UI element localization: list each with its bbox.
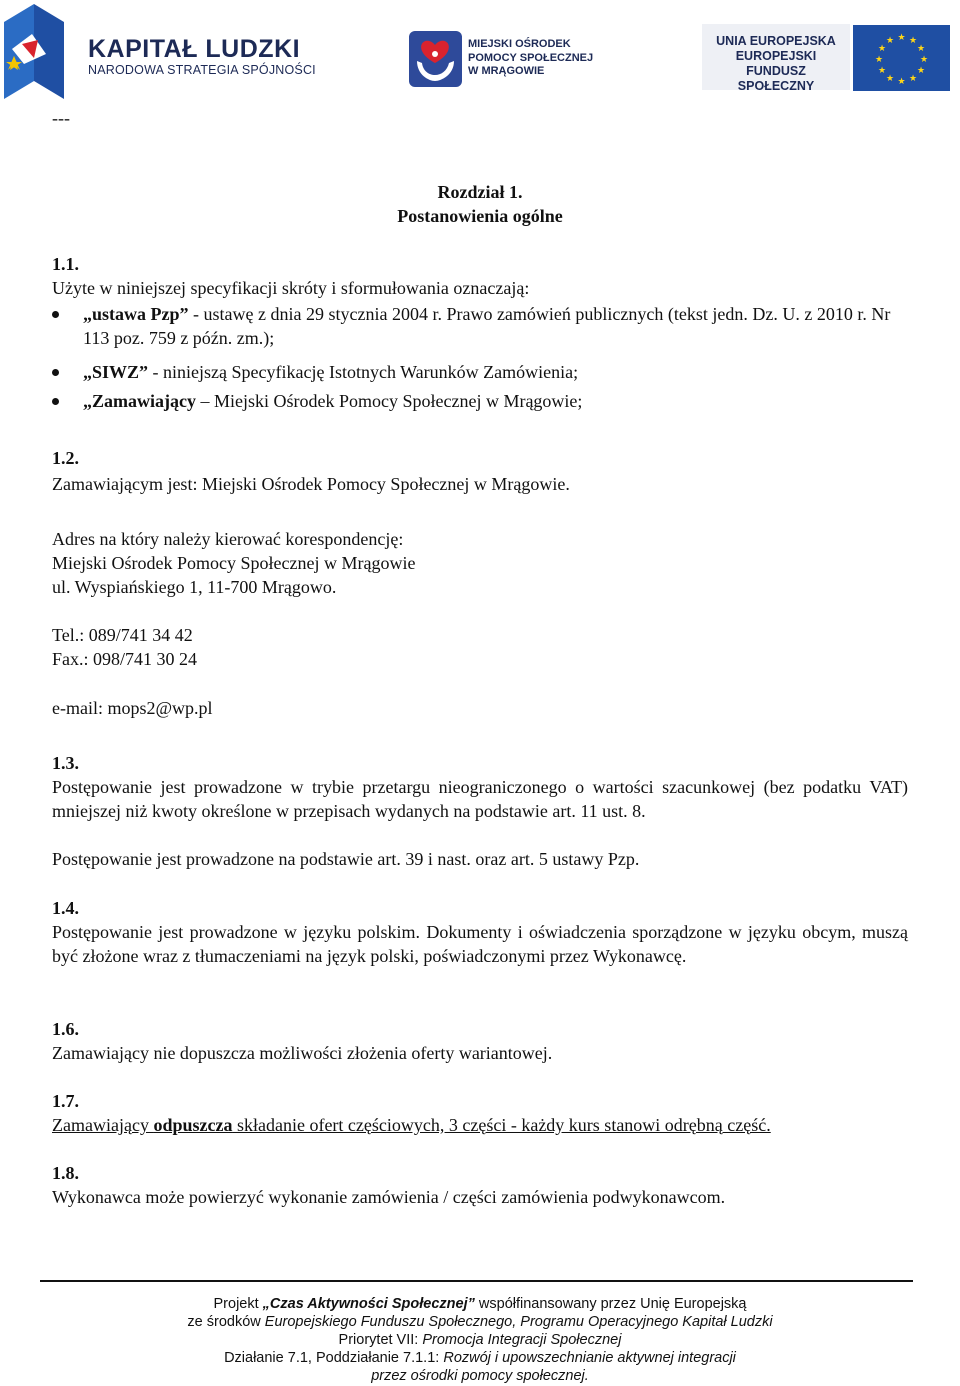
- section-1-2-number: 1.2.: [52, 448, 79, 468]
- section-1-7-emphasis: odpuszcza: [153, 1115, 233, 1135]
- definition-body: - ustawę z dnia 29 stycznia 2004 r. Prawo zamówień publicznych (tekst jedn. Dz. U. z 2010 r. Nr 113 poz. 759 z późn. zm.);: [83, 304, 891, 348]
- kl-subtitle: NARODOWA STRATEGIA SPÓJNOŚCI: [88, 63, 316, 77]
- definition-text: [83, 302, 908, 350]
- svg-text:★: ★: [919, 55, 929, 65]
- svg-text:★: ★: [877, 44, 887, 54]
- footer-line-1: [0, 1295, 960, 1313]
- chapter-number: Rozdział 1.: [437, 182, 523, 202]
- svg-text:★: ★: [885, 74, 895, 84]
- page-footer: [0, 1295, 960, 1385]
- svg-text:★: ★: [885, 36, 895, 46]
- mops-line-3: W MRĄGOWIE: [468, 65, 545, 77]
- definition-term: „ustawa Pzp”: [83, 304, 189, 324]
- footer-l1-pre: Projekt: [213, 1296, 263, 1312]
- footer-l3-italic: Promocja Integracji Społecznej: [422, 1332, 622, 1348]
- eu-flag-icon: [853, 25, 950, 91]
- address-name: Miejski Ośrodek Pomocy Społecznej w Mrągowie: [52, 553, 416, 573]
- section-1-6-number: 1.6.: [52, 1019, 79, 1039]
- footer-line-5: [0, 1367, 960, 1385]
- footer-l1-post: współfinansowany przez Unię Europejską: [474, 1296, 747, 1312]
- section-1-6-text: Zamawiający nie dopuszcza możliwości złożenia oferty wariantowej.: [52, 1043, 553, 1063]
- section-1-3-number: 1.3.: [52, 753, 79, 773]
- section-1-1-intro: Użyte w niniejszej specyfikacji skróty i sformułowania oznaczają:: [52, 278, 530, 298]
- svg-text:★: ★: [897, 33, 906, 43]
- section-1-7-pre: Zamawiający: [52, 1115, 154, 1135]
- mops-logo-icon: [409, 31, 462, 87]
- footer-line-3: [0, 1331, 960, 1349]
- section-1-8-number: 1.8.: [52, 1163, 79, 1183]
- email-address: e-mail: mops2@wp.pl: [52, 698, 213, 718]
- footer-l2-italic: Europejskiego Funduszu Społecznego, Programu Operacyjnego Kapitał Ludzki: [264, 1314, 773, 1330]
- ue-line-3: FUNDUSZ SPOŁECZNY: [737, 64, 815, 93]
- svg-text:★: ★: [916, 44, 926, 54]
- section-1-2-text: Zamawiającym jest: Miejski Ośrodek Pomocy Społecznej w Mrągowie.: [52, 474, 570, 494]
- section-1-4-number: 1.4.: [52, 898, 79, 918]
- svg-text:★: ★: [908, 74, 918, 84]
- svg-text:★: ★: [877, 66, 887, 76]
- address-street: ul. Wyspiańskiego 1, 11-700 Mrągowo.: [52, 577, 337, 597]
- footer-l5-italic: przez ośrodki pomocy społecznej.: [371, 1368, 589, 1384]
- footer-l2-pre: ze środków: [187, 1314, 265, 1330]
- footer-l3-pre: Priorytet VII:: [338, 1332, 423, 1348]
- definition-text: [83, 389, 908, 413]
- definition-body: - niniejszą Specyfikację Istotnych Warunków Zamówienia;: [148, 362, 579, 382]
- kapital-ludzki-wordmark: [88, 36, 316, 78]
- project-name: „Czas Aktywności Społecznej”: [262, 1296, 475, 1312]
- ue-line-1: UNIA EUROPEJSKA: [716, 34, 836, 48]
- section-1-7-text: [52, 1113, 908, 1137]
- footer-l4-pre: Działanie 7.1, Poddziałanie 7.1.1:: [224, 1350, 444, 1366]
- section-1-7-number: 1.7.: [52, 1091, 79, 1111]
- separator-dashes: ---: [52, 108, 70, 128]
- bullet-icon: [52, 398, 59, 405]
- phone-number: Tel.: 089/741 34 42: [52, 625, 193, 645]
- definition-term: „SIWZ”: [83, 362, 149, 382]
- mops-line-1: MIEJSKI OŚRODEK: [468, 38, 571, 50]
- section-1-3-text-2: Postępowanie jest prowadzone na podstawie art. 39 i nast. oraz art. 5 ustawy Pzp.: [52, 849, 640, 869]
- address-intro: Adres na który należy kierować korespondencję:: [52, 529, 404, 549]
- definition-body: – Miejski Ośrodek Pomocy Społecznej w Mrągowie;: [195, 391, 583, 411]
- svg-text:★: ★: [908, 36, 918, 46]
- section-1-3-text: Postępowanie jest prowadzone w trybie przetargu nieograniczonego o wartości szacunkowej (bez podatku VAT) mniejszej niż kwoty określone w przepisach wydanych na podstawie art. 11 ust. 8.: [52, 777, 908, 821]
- bullet-icon: [52, 369, 59, 376]
- fax-number: Fax.: 098/741 30 24: [52, 649, 198, 669]
- chapter-title: Postanowienia ogólne: [397, 206, 563, 226]
- svg-text:★: ★: [897, 77, 906, 87]
- section-1-4-text: Postępowanie jest prowadzone w języku polskim. Dokumenty i oświadczenia sporządzone w języku obcym, muszą być złożone wraz z tłumaczeniami na język polski, poświadczonymi przez Wykonawcę.: [52, 922, 908, 966]
- section-1-1-number: 1.1.: [52, 254, 79, 274]
- footer-line-2: [0, 1313, 960, 1331]
- footer-line-4: [0, 1349, 960, 1367]
- bullet-icon: [52, 311, 59, 318]
- section-1-8-text: Wykonawca może powierzyć wykonanie zamówienia / części zamówienia podwykonawcom.: [52, 1187, 726, 1207]
- ue-line-2: EUROPEJSKI: [735, 49, 817, 63]
- svg-text:★: ★: [916, 66, 926, 76]
- definition-text: [83, 360, 908, 384]
- section-1-7-post: składanie ofert częściowych, 3 części - każdy kurs stanowi odrębną część.: [232, 1115, 771, 1135]
- kapital-ludzki-logo-icon: [4, 4, 64, 99]
- page-header: [0, 0, 960, 105]
- definition-term: „Zamawiający: [83, 391, 196, 411]
- svg-text:★: ★: [874, 55, 884, 65]
- mops-wordmark: [468, 38, 593, 79]
- footer-l4-italic: Rozwój i upowszechnianie aktywnej integracji: [443, 1350, 736, 1366]
- kl-title: KAPITAŁ LUDZKI: [88, 35, 301, 63]
- footer-divider: [40, 1280, 913, 1282]
- ue-wordmark: [708, 34, 844, 94]
- mops-line-2: POMOCY SPOŁECZNEJ: [468, 51, 594, 64]
